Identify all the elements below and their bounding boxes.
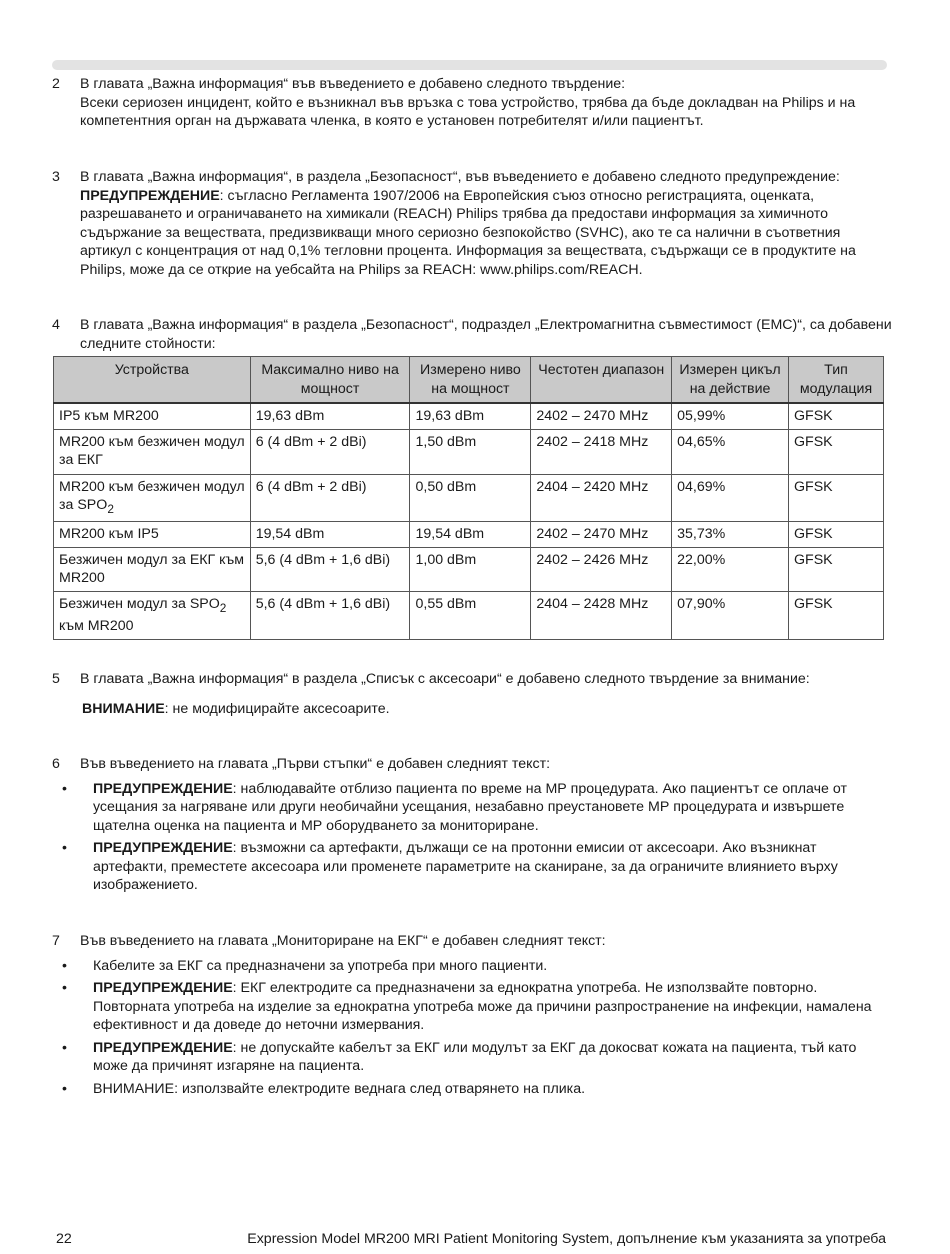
section-item-3: [52, 168, 892, 279]
table-row: [54, 429, 884, 474]
warning-label: ПРЕДУПРЕЖДЕНИЕ: [93, 980, 233, 996]
table-cell: GFSK: [789, 547, 884, 591]
bullet-text: ВНИМАНИЕ: използвайте електродите веднага след отварянето на плика.: [93, 1080, 586, 1097]
table-row: [54, 403, 884, 429]
table-row: [54, 591, 884, 639]
section-item-6: [52, 755, 892, 895]
top-divider-bar: [52, 60, 887, 70]
table-cell: 05,99%: [672, 403, 789, 429]
table-cell: Безжичен модул за ЕКГ към MR200: [54, 547, 251, 591]
warning-text: : не допускайте кабелът за ЕКГ или модулът за ЕКГ да докосват кожата на пациента, тъй като може да причинят изгаряне на пациента.: [93, 1039, 857, 1074]
warning-label: ПРЕДУПРЕЖДЕНИЕ: [93, 1039, 233, 1056]
table-cell: 19,63 dBm: [410, 403, 531, 429]
warning-paragraph: [80, 187, 892, 280]
bullet-item: [52, 839, 892, 895]
caution-label: ВНИМАНИЕ: [82, 700, 165, 717]
table-cell: GFSK: [789, 429, 884, 474]
column-header: Измерен цикъл на действие: [672, 357, 789, 404]
bullet-item: [52, 780, 892, 836]
item-intro: В главата „Важна информация“ във въведението е добавено следното твърдение:: [80, 76, 626, 92]
table-cell: 2402 – 2426 MHz: [531, 547, 672, 591]
subscript: 2: [219, 600, 227, 615]
table-cell: MR200 към IP5: [54, 522, 251, 548]
table-cell: 5,6 (4 dBm + 1,6 dBi): [250, 547, 410, 591]
table-cell: [54, 474, 251, 522]
item-number: 2: [52, 76, 60, 92]
device-name: Безжичен модул за SPO: [59, 595, 220, 612]
column-header: Честотен диапазон: [531, 357, 672, 404]
table-cell: 2402 – 2470 MHz: [531, 403, 672, 429]
column-header: Тип модулация: [789, 357, 884, 404]
column-header: Измерено ниво на мощност: [410, 357, 531, 404]
bullet-item: [52, 1039, 892, 1076]
table-cell: GFSK: [789, 474, 884, 522]
caution-text: : не модифицирайте аксесоарите.: [164, 700, 390, 717]
warning-label: ПРЕДУПРЕЖДЕНИЕ: [93, 780, 233, 797]
item-intro: Във въведението на главата „Мониториране на ЕКГ“ е добавен следният текст:: [80, 933, 606, 949]
bullet-icon: •: [62, 1080, 67, 1097]
bullet-icon: •: [62, 957, 67, 974]
table-cell: GFSK: [789, 403, 884, 429]
section-item-7: [52, 932, 892, 1098]
bullet-icon: •: [62, 980, 67, 996]
table-cell: 19,54 dBm: [410, 522, 531, 548]
item-number: 3: [52, 169, 60, 185]
table-cell: 19,63 dBm: [250, 403, 410, 429]
table-cell: 2402 – 2418 MHz: [531, 429, 672, 474]
item-number: 7: [52, 933, 60, 949]
table-cell: 04,65%: [672, 429, 789, 474]
warning-text: : наблюдавайте отблизо пациента по време на МР процедурата. Ако пациентът се оплаче от усещания за нагряване или други необичайни усещания, незабавно преустановете МР процедурата и извършете щателна оценка на пациента и МР оборудването за мониториране.: [93, 780, 847, 834]
table-cell: GFSK: [789, 522, 884, 548]
section-item-2: [52, 75, 892, 131]
item-text: Всеки сериозен инцидент, който е възникнал във връзка с това устройство, трябва да бъде докладван на Philips и на компетентния орган на държавата членка, в която е установен потребителят и/или пациентът.: [80, 94, 856, 129]
table-cell: 22,00%: [672, 547, 789, 591]
table-cell: 07,90%: [672, 591, 789, 639]
subscript: 2: [107, 501, 114, 516]
table-cell: 0,55 dBm: [410, 591, 531, 639]
table-cell: IP5 към MR200: [54, 403, 251, 429]
table-cell: GFSK: [789, 591, 884, 639]
caution-paragraph: [82, 700, 892, 719]
section-item-5: [52, 670, 892, 718]
warning-label: ПРЕДУПРЕЖДЕНИЕ: [80, 187, 220, 204]
device-name-suffix: към MR200: [59, 618, 134, 635]
section-item-4: [52, 316, 892, 353]
bullet-text: Кабелите за ЕКГ са предназначени за употреба при много пациенти.: [93, 957, 548, 974]
emc-values-table: [53, 356, 884, 640]
page-number: 22: [56, 1231, 72, 1247]
table-cell: 1,50 dBm: [410, 429, 531, 474]
table-cell: 1,00 dBm: [410, 547, 531, 591]
table-cell: 6 (4 dBm + 2 dBi): [250, 429, 410, 474]
bullet-item: [52, 1080, 892, 1099]
table-cell: 0,50 dBm: [410, 474, 531, 522]
bullet-item: [52, 979, 892, 1035]
item-intro: В главата „Важна информация“ в раздела „Безопасност“, подраздел „Електромагнитна съвместимост (EMC)“, са добавени следните стойности:: [80, 317, 892, 352]
device-name: MR200 към безжичен модул за SPO: [59, 478, 245, 513]
table-cell: 19,54 dBm: [250, 522, 410, 548]
table-cell: [54, 591, 251, 639]
warning-label: ПРЕДУПРЕЖДЕНИЕ: [93, 840, 233, 856]
warning-text: : съгласно Регламента 1907/2006 на Европейския съюз относно регистрацията, оценката, разрешаването и ограничаването на химикали (REACH) Philips трябва да предостави информация за химичното съдържание за веществата, предизвикващи много сериозно безпокойство (SVHC), ако те са налични в съответния артикул с концентрация от над 0,1% тегловни процента. Информация за веществата, съдържащи се в продуктите на Philips, може да се открие на уебсайта на Philips за REACH: www.philips.com/REACH.: [80, 187, 856, 278]
bullet-item: [52, 957, 892, 976]
item-intro: Във въведението на главата „Първи стъпки“ е добавен следният текст:: [80, 756, 551, 772]
table-cell: 35,73%: [672, 522, 789, 548]
table-row: [54, 522, 884, 548]
table-cell: 04,69%: [672, 474, 789, 522]
table-row: [54, 474, 884, 522]
column-header: Максимално ниво на мощност: [250, 357, 410, 404]
table-row: [54, 547, 884, 591]
item-number: 6: [52, 756, 60, 772]
table-header-row: [54, 357, 884, 404]
table-cell: 5,6 (4 dBm + 1,6 dBi): [250, 591, 410, 639]
bullet-icon: •: [62, 840, 67, 856]
bullet-icon: •: [62, 780, 67, 797]
table-cell: MR200 към безжичен модул за ЕКГ: [54, 429, 251, 474]
item-number: 5: [52, 671, 60, 687]
table-cell: 2404 – 2420 MHz: [531, 474, 672, 522]
table-cell: 6 (4 dBm + 2 dBi): [250, 474, 410, 522]
warning-text: : ЕКГ електродите са предназначени за еднократна употреба. Не използвайте повторно. Повторната употреба на изделие за еднократна употреба може да причини разпространение на инфекции, намалена ефективност и да доведе до неточни измервания.: [93, 980, 872, 1033]
warning-text: : възможни са артефакти, дължащи се на протонни емисии от аксесоари. Ако възникнат артефакти, преместете аксесоара или променете параметрите на сканиране, за да ограничите влиянието върху изображението.: [93, 840, 838, 893]
column-header: Устройства: [54, 357, 251, 404]
table-cell: 2404 – 2428 MHz: [531, 591, 672, 639]
item-number: 4: [52, 317, 60, 333]
document-title: Expression Model MR200 MRI Patient Monitoring System, допълнение към указанията за употреба: [247, 1231, 886, 1247]
bullet-icon: •: [62, 1039, 67, 1056]
item-intro: В главата „Важна информация“ в раздела „Списък с аксесоари“ е добавено следното твърдение за внимание:: [80, 671, 810, 687]
table-cell: 2402 – 2470 MHz: [531, 522, 672, 548]
item-intro: В главата „Важна информация“, в раздела „Безопасност“, във въведението е добавено следното предупреждение:: [80, 169, 840, 185]
